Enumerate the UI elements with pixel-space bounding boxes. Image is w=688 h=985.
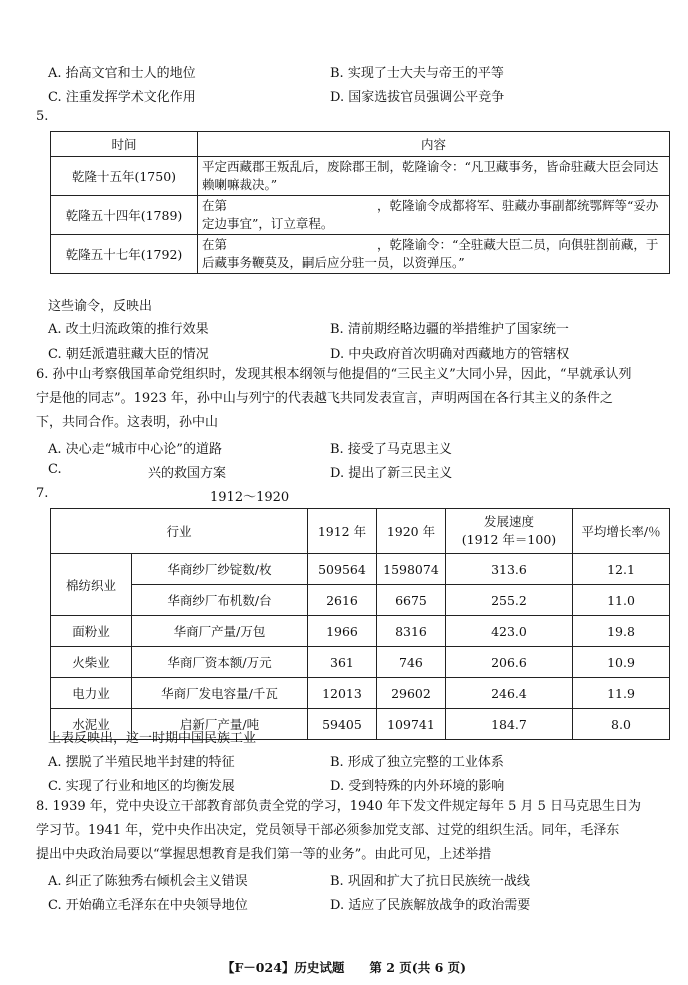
q5-table bbox=[50, 131, 670, 274]
q7-value-1920: 1598074 bbox=[376, 554, 445, 585]
q7-option-d: D. 受到特殊的内外环境的影响 bbox=[330, 779, 505, 794]
q5-number: 5. bbox=[36, 109, 49, 124]
q7-item: 启新厂产量/吨 bbox=[132, 709, 308, 740]
q7-value-1920: 109741 bbox=[376, 709, 445, 740]
q7-item: 华商厂产量/万包 bbox=[132, 616, 308, 647]
q7-speed: 184.7 bbox=[445, 709, 572, 740]
q7-header-speed-label: 发展速度 bbox=[483, 514, 534, 529]
q7-value-1912: 1966 bbox=[307, 616, 376, 647]
q8-stem-line1: 8. 1939 年，党中央设立干部教育部负责全党的学习，1940 年下发文件规定每年 5 月 5 日马克思生日为 bbox=[36, 799, 642, 814]
q7-rate: 19.8 bbox=[572, 616, 669, 647]
q8-stem-line3: 提出中央政治局要以“掌握思想教育是我们第一等的业务”。由此可见，上述举措 bbox=[36, 847, 492, 862]
q7-rate: 11.9 bbox=[572, 678, 669, 709]
q7-header-speed bbox=[445, 509, 572, 554]
q7-speed: 255.2 bbox=[445, 585, 572, 616]
q8-option-c: C. 开始确立毛泽东在中央领导地位 bbox=[48, 898, 248, 913]
q4-option-c: C. 注重发挥学术文化作用 bbox=[48, 90, 196, 105]
q7-speed: 246.4 bbox=[445, 678, 572, 709]
q5-row-time: 乾隆五十七年(1792) bbox=[51, 235, 198, 274]
q8-option-b: B. 巩固和扩大了抗日民族统一战线 bbox=[330, 874, 530, 889]
q7-item: 华商纱厂布机数/台 bbox=[132, 585, 308, 616]
q7-header-1920: 1920 年 bbox=[376, 509, 445, 554]
q7-industry: 面粉业 bbox=[51, 616, 132, 647]
q4-option-d: D. 国家选拔官员强调公平竞争 bbox=[330, 90, 505, 105]
q7-stem: 上表反映出，这一时期中国民族工业 bbox=[48, 731, 257, 746]
q7-value-1920: 746 bbox=[376, 647, 445, 678]
q7-number: 7. bbox=[36, 486, 49, 501]
q7-header-rate: 平均增长率/％ bbox=[572, 509, 669, 554]
q5-option-b: B. 清前期经略边疆的举措维护了国家统一 bbox=[330, 322, 569, 337]
q6-option-c: C. bbox=[48, 462, 62, 477]
q5-option-a: A. 改土归流政策的推行效果 bbox=[48, 322, 209, 337]
q7-industry: 电力业 bbox=[51, 678, 132, 709]
q7-value-1912: 361 bbox=[307, 647, 376, 678]
q7-title: 1912～1920 bbox=[210, 490, 290, 505]
q4-option-a: A. 抬高文官和士人的地位 bbox=[48, 66, 196, 81]
q7-rate: 10.9 bbox=[572, 647, 669, 678]
q7-industry: 火柴业 bbox=[51, 647, 132, 678]
q5-row-content: 在第 ，乾隆谕令：“全驻藏大臣二员，向俱驻剳前藏，于后藏事务鞭莫及，嗣后应分驻一员，以资弹压。” bbox=[198, 235, 670, 274]
q7-speed: 423.0 bbox=[445, 616, 572, 647]
q7-rate: 8.0 bbox=[572, 709, 669, 740]
q7-value-1912: 509564 bbox=[307, 554, 376, 585]
q8-option-d: D. 适应了民族解放战争的政治需要 bbox=[330, 898, 531, 913]
q5-row-time: 乾隆五十四年(1789) bbox=[51, 196, 198, 235]
q8-option-a: A. 纠正了陈独秀右倾机会主义错误 bbox=[48, 874, 248, 889]
page-footer: 【F－024】历史试题 第 2 页(共 6 页) bbox=[221, 960, 467, 975]
q7-option-a: A. 摆脱了半殖民地半封建的特征 bbox=[48, 755, 235, 770]
q7-value-1912: 2616 bbox=[307, 585, 376, 616]
q7-item: 华商厂资本额/万元 bbox=[132, 647, 308, 678]
q6-option-b: B. 接受了马克思主义 bbox=[330, 442, 452, 457]
q8-stem-line2: 学习节。1941 年，党中央作出决定，党员领导干部必须参加党支部、过党的组织生活。同年，毛泽东 bbox=[36, 823, 620, 838]
q7-value-1920: 6675 bbox=[376, 585, 445, 616]
q5-row-content: 平定西藏郡王叛乱后，废除郡王制，乾隆谕令：“凡卫藏事务，皆命驻藏大臣会同达赖喇嘛裁决。” bbox=[198, 157, 670, 196]
q6-option-a: A. 决心走“城市中心论”的道路 bbox=[48, 442, 222, 457]
q7-industry: 棉纺织业 bbox=[51, 554, 132, 616]
q7-header-speed-base: (1912 年＝100) bbox=[461, 532, 557, 547]
q6-option-d: D. 提出了新三民主义 bbox=[330, 466, 453, 481]
q5-header-time: 时间 bbox=[51, 132, 198, 157]
q7-value-1912: 59405 bbox=[307, 709, 376, 740]
q7-option-c: C. 实现了行业和地区的均衡发展 bbox=[48, 779, 235, 794]
q5-stem: 这些谕令，反映出 bbox=[48, 299, 153, 314]
q7-table bbox=[50, 508, 670, 740]
q7-industry: 水泥业 bbox=[51, 709, 132, 740]
q5-header-content: 内容 bbox=[198, 132, 670, 157]
q7-value-1920: 29602 bbox=[376, 678, 445, 709]
q7-speed: 313.6 bbox=[445, 554, 572, 585]
q5-option-d: D. 中央政府首次明确对西藏地方的管辖权 bbox=[330, 347, 570, 362]
q6-stem-line3: 下，共同合作。这表明，孙中山 bbox=[36, 415, 219, 430]
q7-item: 华商厂发电容量/千瓦 bbox=[132, 678, 308, 709]
q5-row-time: 乾隆十五年(1750) bbox=[51, 157, 198, 196]
q5-option-c: C. 朝廷派遣驻藏大臣的情况 bbox=[48, 347, 209, 362]
q7-item: 华商纱厂纱锭数/枚 bbox=[132, 554, 308, 585]
q7-value-1912: 12013 bbox=[307, 678, 376, 709]
q7-value-1920: 8316 bbox=[376, 616, 445, 647]
q7-header-1912: 1912 年 bbox=[307, 509, 376, 554]
q7-rate: 12.1 bbox=[572, 554, 669, 585]
q6-stem-line1: 6. 孙中山考察俄国革命党组织时，发现其根本纲领与他提倡的“三民主义”大同小异，因此，“早就承认列 bbox=[36, 367, 632, 382]
q4-option-b: B. 实现了士大夫与帝王的平等 bbox=[330, 66, 504, 81]
q6-stem-line2: 宁是他的同志”。1923 年，孙中山与列宁的代表越飞共同发表宣言，声明两国在各行其主义的条件之 bbox=[36, 391, 613, 406]
q6-option-c-text: 兴的救国方案 bbox=[148, 466, 227, 481]
q5-row-content: 在第 ，乾隆谕令成都将军、驻藏办事副都统鄂辉等“妥办定边事宜”，订立章程。 bbox=[198, 196, 670, 235]
q7-option-b: B. 形成了独立完整的工业体系 bbox=[330, 755, 504, 770]
q7-rate: 11.0 bbox=[572, 585, 669, 616]
q7-speed: 206.6 bbox=[445, 647, 572, 678]
q7-header-industry: 行业 bbox=[51, 509, 308, 554]
